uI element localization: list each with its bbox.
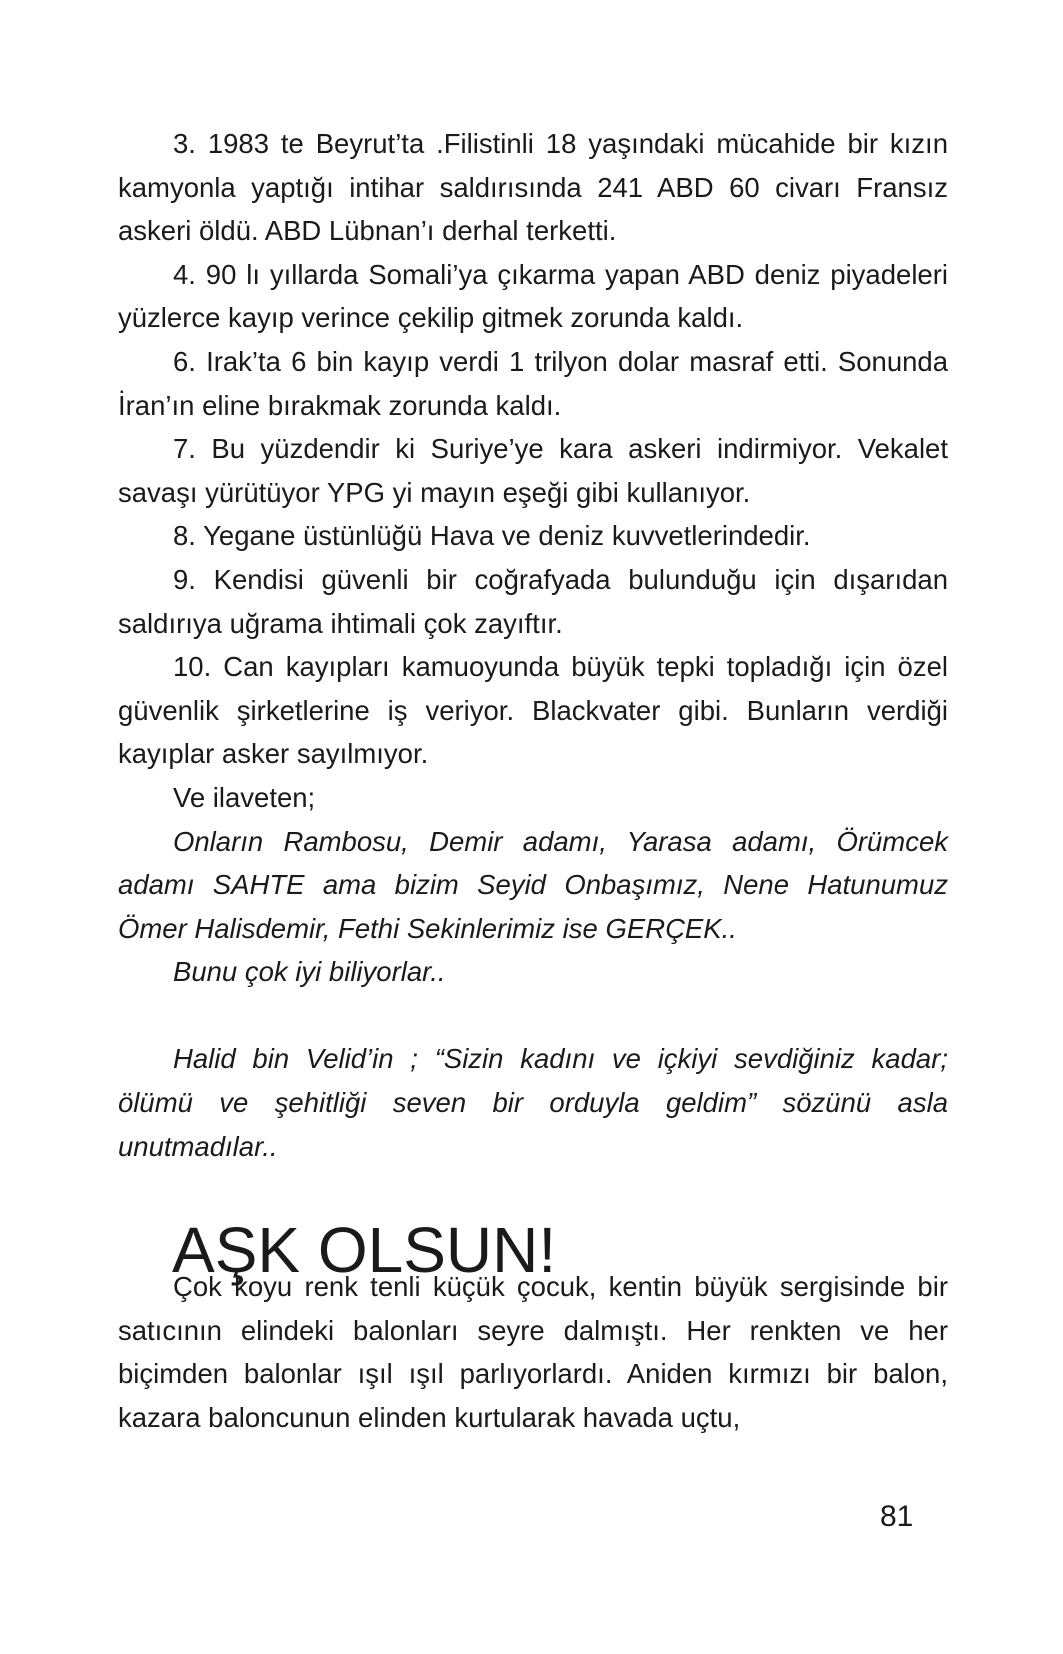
italic-paragraph-they-know: Bunu çok iyi biliyorlar..: [173, 956, 446, 988]
italic-paragraph-quote: Halid bin Velid’in ; “Sizin kadını ve içkiyi sevdiğiniz kadar; ölümü ve şehitliği seven bir orduyla geldim” sözünü asla unutmadılar..: [118, 1043, 948, 1162]
italic-paragraph-heroes: Onların Rambosu, Demir adamı, Yarasa adamı, Örümcek adamı SAHTE ama bizim Seyid Onbaşımız, Nene Hatunumuz Ömer Halisdemir, Fethi Sekinlerimiz ise GERÇEK..: [118, 825, 948, 944]
page-number: 81: [880, 1500, 914, 1533]
paragraph-item-3: 3. 1983 te Beyrut’ta .Filistinli 18 yaşındaki mücahide bir kızın kamyonla yaptığı intihar saldırısında 241 ABD 60 civarı Fransız askeri öldü. ABD Lübnan’ı derhal terketti.: [118, 128, 948, 247]
paragraph-item-4: 4. 90 lı yıllarda Somali’ya çıkarma yapan ABD deniz piyadeleri yüzlerce kayıp verince çekilip gitmek zorunda kaldı.: [118, 258, 948, 334]
paragraph-item-10: 10. Can kayıpları kamuoyunda büyük tepki topladığı için özel güvenlik şirketlerine iş veriyor. Blackvater gibi. Bunların verdiği kayıplar asker sayılmıyor.: [118, 651, 948, 770]
paragraph-item-8: 8. Yegane üstünlüğü Hava ve deniz kuvvetlerindedir.: [173, 520, 811, 552]
paragraph-item-7: 7. Bu yüzdendir ki Suriye’ye kara askeri indirmiyor. Vekalet savaşı yürütüyor YPG yi mayın eşeği gibi kullanıyor.: [118, 433, 948, 508]
section-heading: AŞK OLSUN!: [172, 1214, 557, 1286]
blank-line: [118, 994, 948, 1038]
paragraph-item-9: 9. Kendisi güvenli bir coğrafyada bulunduğu için dışarıdan saldırıya uğrama ihtimali çok zayıftır.: [118, 563, 948, 639]
paragraph-addendum: Ve ilaveten;: [173, 781, 316, 813]
paragraph-item-6: 6. Irak’ta 6 bin kayıp verdi 1 trilyon dolar masraf etti. Sonunda İran’ın eline bırakmak zorunda kaldı.: [118, 345, 948, 421]
section-paragraph: Çok koyu renk tenli küçük çocuk, kentin büyük sergisinde bir satıcının elindeki balonları seyre dalmıştı. Her renkten ve her biçimden balonlar ışıl ışıl parlıyorlardı. Aniden kırmızı bir balon, kazara baloncunun elinden kurtularak havada uçtu,: [118, 1271, 948, 1433]
body-text: [118, 122, 948, 1168]
section-body-text: [118, 1265, 948, 1439]
